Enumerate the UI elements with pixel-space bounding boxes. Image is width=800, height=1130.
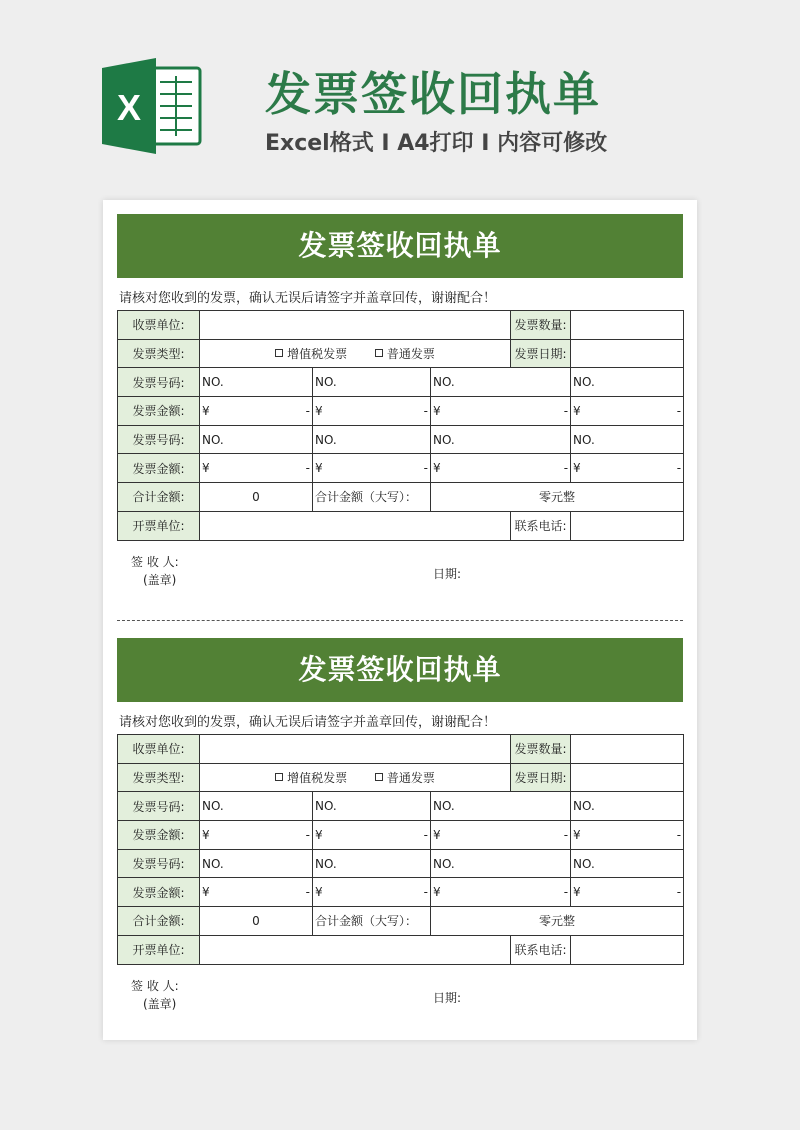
total-upper-label: 合计金额（大写）： [313,907,431,936]
signature-area [117,965,683,1035]
checkbox-icon[interactable] [375,773,383,781]
invoice-amount-field[interactable]: ¥ - [571,454,684,483]
sign-date-label: 日期: [433,990,462,1005]
receipt-instruction: 请核对您收到的发票，确认无误后请签字并盖章回传，谢谢配合！ [119,291,497,306]
table-row [118,735,684,764]
invoice-number-field[interactable]: NO. [571,792,684,821]
invoice-amount-field[interactable]: ¥ - [313,397,431,426]
table-row [118,397,684,426]
invoice-amount-field[interactable]: ¥ - [200,878,313,907]
table-row [118,878,684,907]
invoice-amount-field[interactable]: ¥ - [313,878,431,907]
invoice-amount-label: 发票金额: [118,878,200,907]
invoice-number-field[interactable]: NO. [313,849,431,878]
invoice-number-label: 发票号码: [118,849,200,878]
receiving-unit-field[interactable] [200,735,511,764]
table-row [118,368,684,397]
vat-invoice-option[interactable]: 增值税发票 [275,771,347,785]
total-amount-value[interactable]: 0 [200,483,313,512]
invoice-qty-label: 发票数量: [511,735,571,764]
receipt-form-2 [117,638,683,1035]
logo-letter: X [116,87,142,128]
table-row [118,763,684,792]
invoice-number-field[interactable]: NO. [200,849,313,878]
invoice-amount-field[interactable]: ¥ - [431,821,571,850]
checkbox-icon[interactable] [275,773,283,781]
invoice-amount-label: 发票金额: [118,454,200,483]
invoice-type-label: 发票类型: [118,763,200,792]
invoice-number-field[interactable]: NO. [200,792,313,821]
total-upper-value[interactable]: 零元整 [431,483,684,512]
table-row [118,792,684,821]
invoice-amount-label: 发票金额: [118,397,200,426]
issuer-field[interactable] [200,935,511,964]
invoice-qty-field[interactable] [571,311,684,340]
checkbox-icon[interactable] [375,349,383,357]
invoice-number-field[interactable]: NO. [571,368,684,397]
sign-date-label: 日期: [433,566,462,581]
invoice-amount-field[interactable]: ¥ - [200,821,313,850]
receipt-instruction: 请核对您收到的发票，确认无误后请签字并盖章回传，谢谢配合！ [119,715,497,730]
invoice-date-label: 发票日期: [511,339,571,368]
table-row [118,821,684,850]
normal-invoice-option[interactable]: 普通发票 [375,347,435,361]
invoice-qty-field[interactable] [571,735,684,764]
invoice-number-field[interactable]: NO. [313,792,431,821]
receipt-table [117,734,684,965]
invoice-amount-field[interactable]: ¥ - [571,821,684,850]
normal-invoice-option[interactable]: 普通发票 [375,771,435,785]
phone-label: 联系电话: [511,511,571,540]
table-row [118,425,684,454]
invoice-number-field[interactable]: NO. [431,368,571,397]
checkbox-icon[interactable] [275,349,283,357]
phone-label: 联系电话: [511,935,571,964]
total-amount-label: 合计金额: [118,907,200,936]
cut-line-divider [117,620,683,621]
table-row [118,511,684,540]
invoice-number-field[interactable]: NO. [431,425,571,454]
excel-logo-icon [100,58,202,154]
invoice-number-field[interactable]: NO. [571,425,684,454]
invoice-amount-field[interactable]: ¥ - [571,878,684,907]
phone-field[interactable] [571,935,684,964]
invoice-number-field[interactable]: NO. [200,425,313,454]
stamp-label: (盖章) [143,996,177,1011]
invoice-number-field[interactable]: NO. [200,368,313,397]
page-subtitle: Excel格式 I A4打印 I 内容可修改 [265,131,608,156]
total-amount-value[interactable]: 0 [200,907,313,936]
invoice-number-field[interactable]: NO. [571,849,684,878]
invoice-amount-field[interactable]: ¥ - [200,454,313,483]
total-upper-label: 合计金额（大写）： [313,483,431,512]
invoice-amount-field[interactable]: ¥ - [313,821,431,850]
table-row [118,849,684,878]
invoice-date-field[interactable] [571,339,684,368]
receiving-unit-label: 收票单位: [118,735,200,764]
invoice-number-field[interactable]: NO. [431,849,571,878]
phone-field[interactable] [571,511,684,540]
receiver-signature-label: 签 收 人: [131,554,179,569]
invoice-number-field[interactable]: NO. [431,792,571,821]
table-row [118,483,684,512]
receiving-unit-label: 收票单位: [118,311,200,340]
receipt-banner: 发票签收回执单 [117,638,683,702]
receiving-unit-field[interactable] [200,311,511,340]
issuer-label: 开票单位: [118,511,200,540]
table-row [118,907,684,936]
invoice-amount-field[interactable]: ¥ - [200,397,313,426]
invoice-type-options [200,763,511,792]
total-amount-label: 合计金额: [118,483,200,512]
invoice-number-label: 发票号码: [118,425,200,454]
table-row [118,935,684,964]
invoice-amount-field[interactable]: ¥ - [431,397,571,426]
page-title: 发票签收回执单 [265,67,601,121]
receipt-form-1 [117,214,683,611]
document-sheet [103,200,697,1040]
invoice-amount-label: 发票金额: [118,821,200,850]
invoice-amount-field[interactable]: ¥ - [431,454,571,483]
invoice-date-label: 发票日期: [511,763,571,792]
receipt-table [117,310,684,541]
receiver-signature-label: 签 收 人: [131,978,179,993]
issuer-field[interactable] [200,511,511,540]
table-row [118,311,684,340]
invoice-date-field[interactable] [571,763,684,792]
signature-area [117,541,683,611]
invoice-amount-field[interactable]: ¥ - [313,454,431,483]
invoice-qty-label: 发票数量: [511,311,571,340]
vat-invoice-option[interactable]: 增值税发票 [275,347,347,361]
issuer-label: 开票单位: [118,935,200,964]
receipt-banner: 发票签收回执单 [117,214,683,278]
table-row [118,454,684,483]
invoice-amount-field[interactable]: ¥ - [571,397,684,426]
invoice-type-options [200,339,511,368]
invoice-number-field[interactable]: NO. [313,425,431,454]
invoice-number-label: 发票号码: [118,368,200,397]
invoice-number-field[interactable]: NO. [313,368,431,397]
invoice-type-label: 发票类型: [118,339,200,368]
stamp-label: (盖章) [143,572,177,587]
table-row [118,339,684,368]
invoice-number-label: 发票号码: [118,792,200,821]
total-upper-value[interactable]: 零元整 [431,907,684,936]
invoice-amount-field[interactable]: ¥ - [431,878,571,907]
